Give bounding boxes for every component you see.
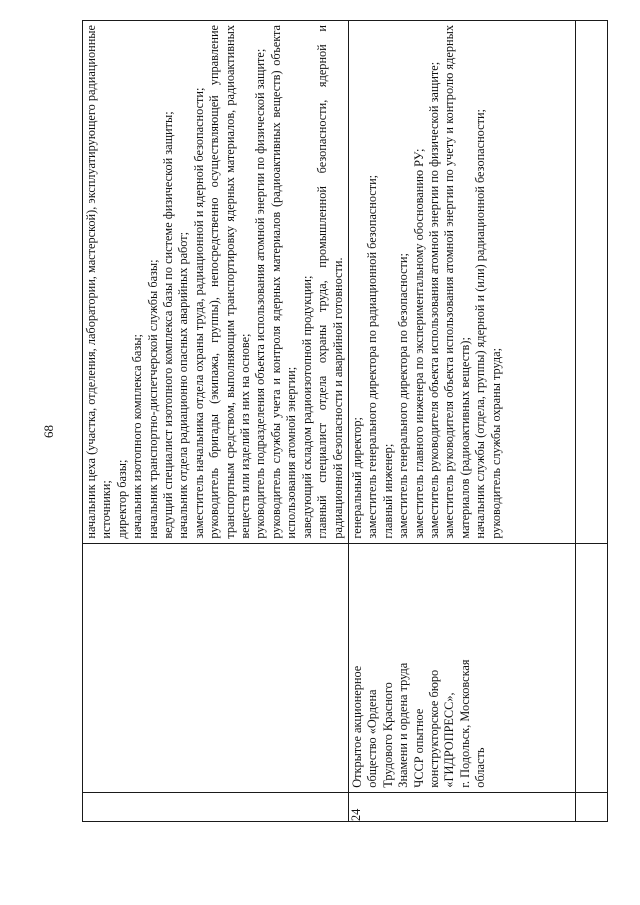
positions-cell xyxy=(348,21,575,544)
rotated-table-container xyxy=(82,20,574,822)
text-line: заместитель генерального директора по безопасности; xyxy=(396,253,411,539)
table-row xyxy=(575,21,607,822)
text-line: заместитель главного инженера по экспериментальному обоснованию РУ; xyxy=(411,148,426,539)
positions-list xyxy=(83,21,348,543)
positions-list xyxy=(349,21,506,543)
text-line: заместитель руководителя объекта использования атомной энергии по учету и контролю ядерных материалов (радиоактивных веществ); xyxy=(442,25,472,539)
text-line: начальник отдела радиационно опасных аварийных работ; xyxy=(176,231,191,539)
text-line: заместитель руководителя объекта использования атомной энергии по физической защите; xyxy=(426,61,441,539)
text-line: заместитель начальника отдела охраны труда, радиационной и ядерной безопасности; xyxy=(191,87,206,539)
text-line: руководитель бригады (экипажа, группы), непосредственно осуществляющей управление транспортным средством, выполняющим транспортировку ядерных материалов, радиоактивных веществ или изделий из них на основе; xyxy=(207,25,253,539)
text-line: ЧССР опытное xyxy=(411,708,426,788)
number-cell xyxy=(83,792,349,821)
text-line: г. Подольск, Московская xyxy=(457,659,472,788)
organization-cell xyxy=(83,543,349,792)
text-line: руководитель службы охраны труда; xyxy=(488,347,503,539)
text-line: руководитель подразделения объекта использования атомной энергии по физической защите; xyxy=(253,48,268,539)
text-line: Трудового Красного xyxy=(380,682,395,788)
text-line: заведующий складом радиоизотопной продукции; xyxy=(299,275,314,539)
positions-cell xyxy=(83,21,349,544)
text-line: Знамени и ордена труда xyxy=(396,662,411,788)
text-line: руководитель службы учета и контроля ядерных материалов (радиоактивных веществ) объекта использования атомной энергии; xyxy=(268,25,299,539)
text-line: главный специалист отдела охраны труда, промышленной безопасности, ядерной и радиационной безопасности и аварийной готовности. xyxy=(315,25,345,539)
text-line: начальник транспортно-диспетчерской службы базы; xyxy=(145,259,160,539)
organization-cell xyxy=(348,543,575,792)
text-line: общество «Ордена xyxy=(365,689,380,788)
text-line: директор базы; xyxy=(114,459,129,539)
text-line: область xyxy=(473,747,488,788)
table-row xyxy=(348,21,575,822)
text-line: начальник службы (отдела, группы) ядерной и (или) радиационной безопасности; xyxy=(473,109,488,539)
text-line: начальник цеха (участка, отделения, лаборатории, мастерской), эксплуатирующего радиационные источники; xyxy=(84,25,114,539)
row-number: 24 xyxy=(348,792,575,821)
text-line: главный инженер; xyxy=(380,443,395,539)
number-cell xyxy=(575,792,607,821)
text-line: начальник изотопного комплекса базы; xyxy=(130,334,145,539)
text-line: заместитель генерального директора по радиационной безопасности; xyxy=(365,174,380,539)
text-line: Открытое акционерное xyxy=(349,665,364,788)
positions-cell xyxy=(575,21,607,544)
organization-cell xyxy=(575,543,607,792)
text-line: «ГИДРОПРЕСС», xyxy=(442,692,457,788)
text-line: ведущий специалист изотопного комплекса базы по системе физической защиты; xyxy=(161,111,176,539)
organization-name xyxy=(349,544,491,792)
positions-table xyxy=(82,20,608,822)
text-line: конструкторское бюро xyxy=(426,669,441,788)
text-line: генеральный директор; xyxy=(349,417,364,539)
table-row xyxy=(83,21,349,822)
page-number: 68 xyxy=(41,425,56,438)
